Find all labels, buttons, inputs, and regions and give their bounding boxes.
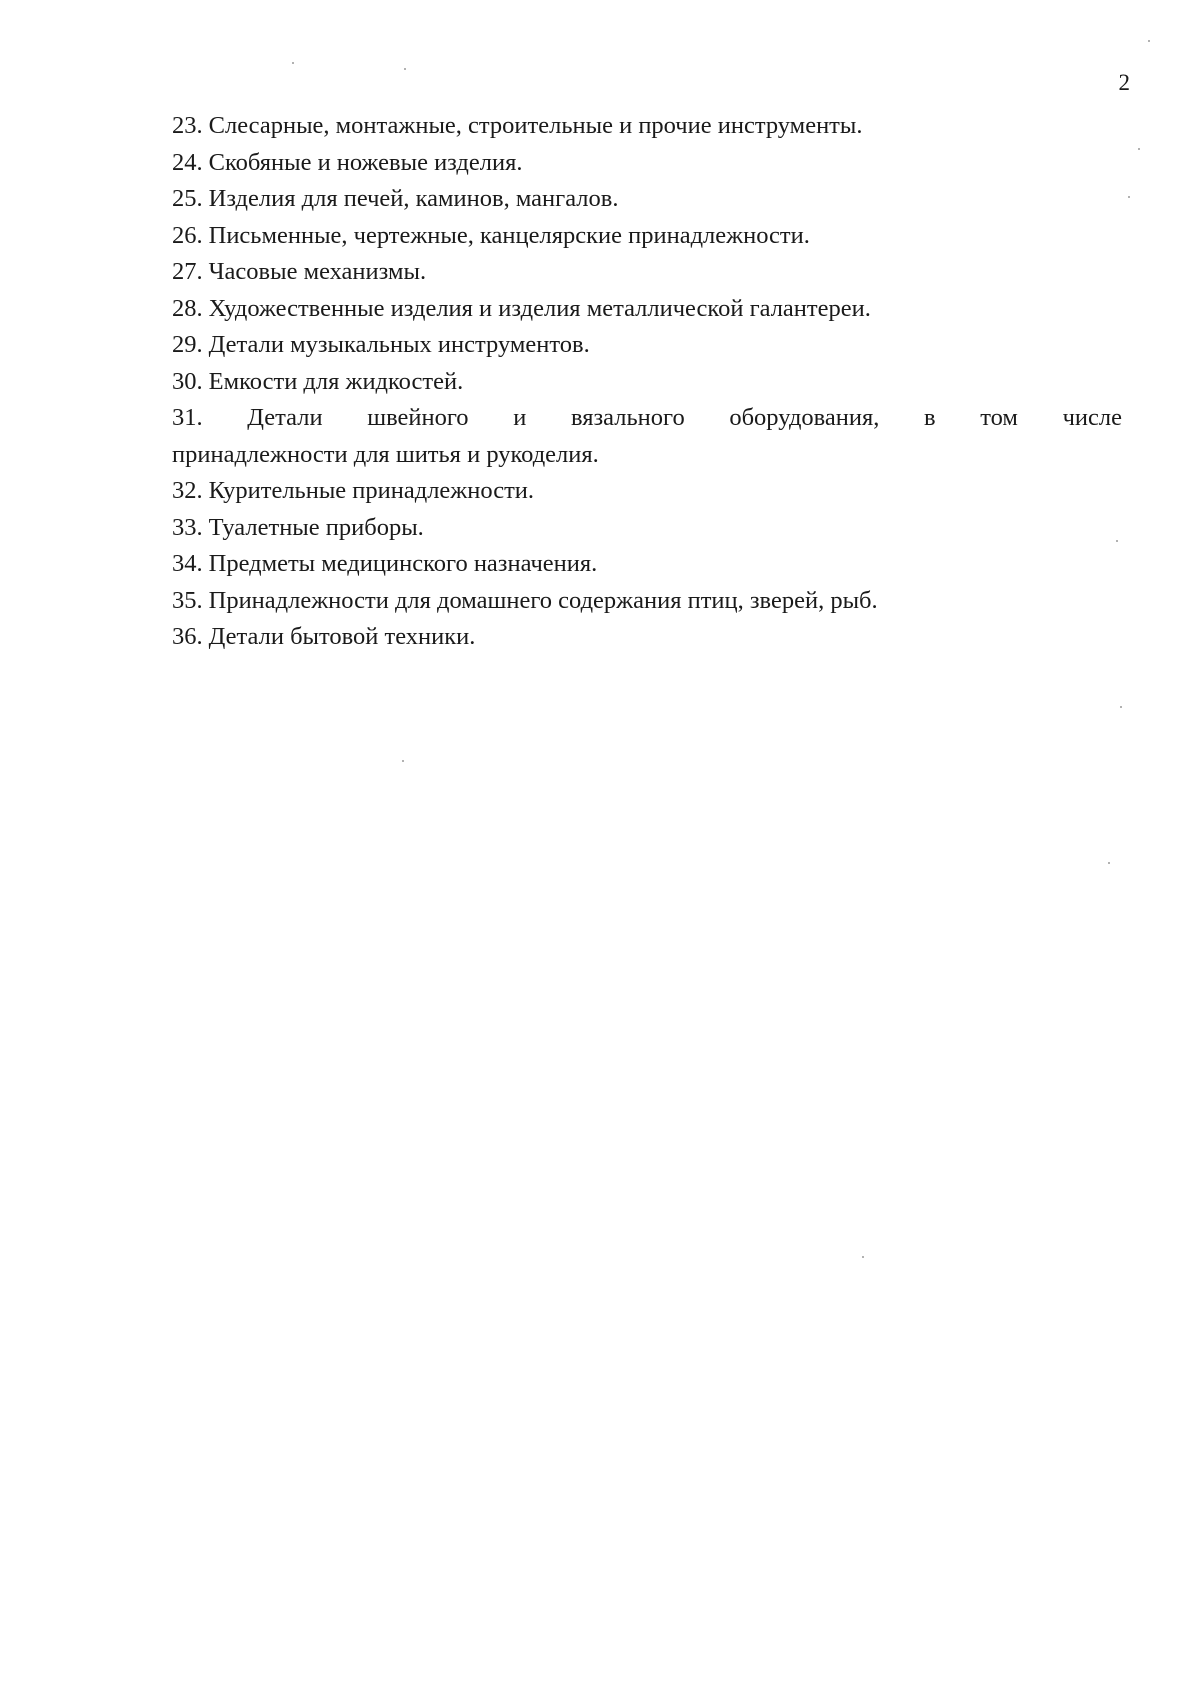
item-number: 30. [172,367,203,395]
item-number: 35. [172,586,203,614]
item-word: вязального [570,404,685,431]
list-item [172,473,1122,510]
list-item [172,291,1122,328]
item-text: Слесарные, монтажные, строительные и прочие инструменты. [208,112,863,139]
scan-speck [862,1256,864,1258]
item-list [172,108,1122,656]
item-number: 29. [172,331,203,358]
list-item [172,546,1122,583]
item-number: 24. [172,148,203,176]
wrapped-continuation: принадлежности для шитья и рукоделия. [172,440,599,468]
item-text: Часовые механизмы. [208,258,427,285]
item-word: Детали [247,404,323,431]
item-text: Предметы медицинского назначения. [208,550,598,577]
scan-speck [1116,540,1118,542]
item-text: Туалетные приборы. [208,513,424,541]
item-word: в [924,404,936,431]
list-item [172,364,1122,401]
list-item [172,145,1122,182]
list-item [172,108,1122,145]
item-number: 23. [172,112,203,139]
scan-speck [404,68,406,70]
item-text: Курительные принадлежности. [208,477,535,504]
item-word: числе [1062,404,1122,431]
wrapped-first-line [172,400,1122,437]
item-text: Письменные, чертежные, канцелярские принадлежности. [208,221,810,249]
item-text: Детали музыкальных инструментов. [208,331,590,358]
list-item [172,619,1122,656]
item-number: 34. [172,550,203,577]
list-item [172,510,1122,547]
scan-speck [1138,148,1140,150]
item-number: 26. [172,221,203,249]
list-item [172,218,1122,255]
list-item-wrapped [172,400,1122,473]
item-text: Скобяные и ножевые изделия. [208,148,523,176]
item-text: Принадлежности для домашнего содержания птиц, зверей, рыб. [208,586,878,614]
scan-speck [1128,196,1130,198]
scan-speck [292,62,294,64]
item-number: 25. [172,185,203,212]
item-word: том [980,404,1018,431]
item-number: 32. [172,477,203,504]
item-word: швейного [367,404,469,431]
item-number: 31. [172,404,203,431]
list-item [172,583,1122,620]
item-word: оборудования, [729,404,880,431]
item-number: 36. [172,623,203,650]
item-number: 28. [172,294,203,322]
item-text: Изделия для печей, каминов, мангалов. [208,185,619,212]
list-item [172,181,1122,218]
list-item [172,327,1122,364]
item-text: Детали бытовой техники. [208,623,476,650]
scan-speck [402,760,404,762]
item-number: 27. [172,258,203,285]
item-word: и [513,404,527,431]
scan-speck [1120,706,1122,708]
page-number: 2 [1118,70,1130,95]
list-item [172,254,1122,291]
item-text: Художественные изделия и изделия металлической галантереи. [208,294,871,322]
scan-speck [1148,40,1150,42]
scan-speck [1108,862,1110,864]
item-number: 33. [172,513,203,541]
item-text: Емкости для жидкостей. [208,367,464,395]
